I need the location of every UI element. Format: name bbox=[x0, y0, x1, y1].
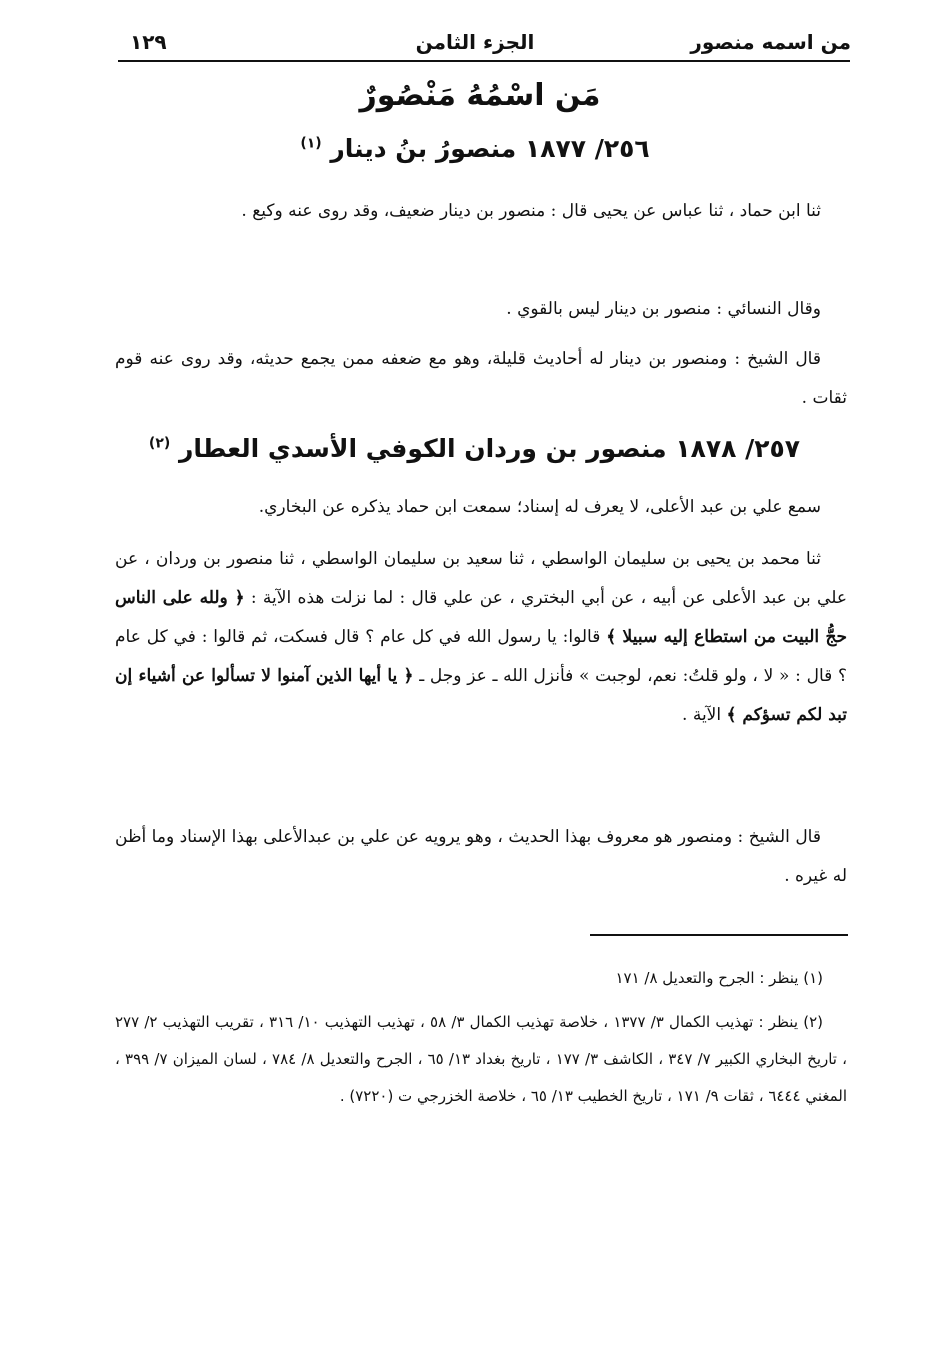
section-title: مَن اسْمُهُ مَنْصُورٌ bbox=[359, 78, 601, 113]
paragraph bbox=[115, 340, 847, 418]
paragraph bbox=[115, 818, 847, 896]
paragraph bbox=[115, 290, 847, 329]
hadith-paragraph bbox=[115, 540, 847, 735]
footnote-text: (١) ينظر : الجرح والتعديل ٨/ ١٧١ bbox=[615, 969, 823, 987]
quran-verse: ﴿ ولله على الناس حجُّ البيت من استطاع إليه سبيلا ﴾ bbox=[115, 588, 847, 647]
entry-title-256 bbox=[250, 134, 700, 163]
footnote-2 bbox=[115, 1004, 847, 1115]
footnote-ref: (٢) bbox=[148, 435, 171, 452]
paragraph-text: قال الشيخ : ومنصور هو معروف بهذا الحديث ، وهو يرويه عن علي بن عبدالأعلى بهذا الإسناد وما أظن له غيره . bbox=[115, 827, 847, 886]
paragraph-text bbox=[115, 540, 847, 735]
quran-verse: ﴿ يا أيها الذين آمنوا لا تسألوا عن أشياء إن تبد لكم تسؤكم ﴾ bbox=[115, 666, 847, 725]
page-number: ١٢٩ bbox=[130, 30, 167, 54]
footnote-ref: (١) bbox=[300, 135, 322, 152]
volume-label: الجزء الثامن bbox=[415, 30, 535, 54]
entry-title-text: ٢٥٧/ ١٨٧٨ منصور بن وردان الكوفي الأسدي العطار bbox=[179, 434, 800, 463]
paragraph-text: قال الشيخ : ومنصور بن دينار له أحاديث قليلة، وهو مع ضعفه ممن يجمع حديثه، وقد روى عنه قوم ثقات . bbox=[115, 349, 847, 408]
paragraph bbox=[115, 488, 847, 527]
footnote-text: (٢) ينظر : تهذيب الكمال ٣/ ١٣٧٧ ، خلاصة تهذيب الكمال ٣/ ٥٨ ، تهذيب التهذيب ١٠/ ٣١٦ ، تقريب التهذيب ٢/ ٢٧٧ ، تاريخ البخاري الكبير ٧/ ٣٤٧ ، الكاشف ٣/ ١٧٧ ، تاريخ بغداد ١٣/ ٦٥ ، الجرح والتعديل ٨/ ٧٨٤ ، لسان الميزان ٧/ ٣٩٩ ، المغني ٦٤٤٤ ، ثقات ٩/ ١٧١ ، تاريخ الخطيب ١٣/ ٦٥ ، خلاصة الخزرجي ت (٧٢٢٠) . bbox=[115, 1013, 848, 1105]
hadith-text-c: الآية . bbox=[682, 705, 727, 725]
entry-title-257 bbox=[150, 434, 800, 463]
header-rule bbox=[118, 60, 850, 62]
entry-title-text: ٢٥٦/ ١٨٧٧ منصورُ بنُ دينار bbox=[330, 134, 650, 163]
paragraph-text: ثنا ابن حماد ، ثنا عباس عن يحيى قال : منصور بن دينار ضعيف، وقد روى عنه وكيع . bbox=[241, 201, 821, 221]
hadith-text-b: قالوا: يا رسول الله في كل عام ؟ قال فسكت، ثم قالوا : في كل عام ؟ قال : « لا ، ولو قلتُ: نعم، لوجبت » فأنزل الله ـ عز وجل ـ bbox=[115, 627, 848, 686]
paragraph-text: سمع علي بن عبد الأعلى، لا يعرف له إسناد؛ سمعت ابن حماد يذكره عن البخاري. bbox=[258, 497, 821, 517]
paragraph bbox=[115, 192, 847, 231]
footnote-separator bbox=[590, 934, 848, 936]
paragraph-text: وقال النسائي : منصور بن دينار ليس بالقوي . bbox=[506, 299, 821, 319]
footnote-1 bbox=[115, 960, 847, 997]
running-title: من اسمه منصور bbox=[690, 30, 851, 54]
hadith-text-a: ثنا محمد بن يحيى بن سليمان الواسطي ، ثنا سعيد بن سليمان الواسطي ، ثنا منصور بن وردان ، عن علي بن عبد الأعلى عن أبيه ، عن أبي البختري ، عن علي قال : لما نزلت هذه الآية : bbox=[115, 549, 847, 608]
